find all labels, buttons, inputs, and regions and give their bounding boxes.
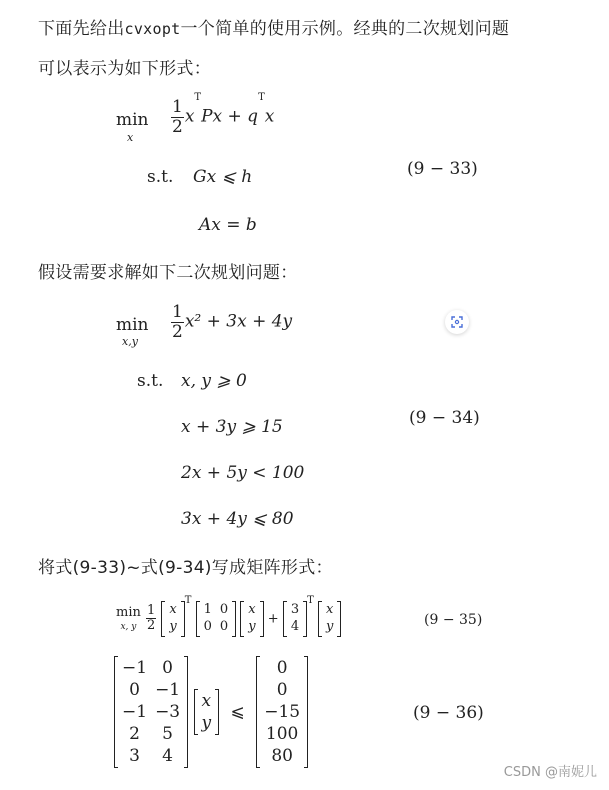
eq34-min-sub: x,y	[122, 335, 138, 348]
eq34-number: (9 − 34)	[409, 408, 480, 428]
eq36-vec-x	[194, 689, 220, 735]
eq35-vec-x-3	[318, 601, 341, 637]
vec-cell: y	[169, 618, 177, 634]
eq35-vec-q	[283, 601, 307, 637]
eq33-min: min	[116, 110, 149, 130]
vec-cell: −15	[264, 702, 301, 723]
eq33-constraint-2: Ax = b	[199, 215, 257, 235]
eq34-constraint-3: 2x + 5y < 100	[181, 463, 305, 483]
frac-num: 1	[147, 603, 156, 619]
intro-text-2: 一个简单的使用示例。经典的二次规划问题	[180, 19, 510, 39]
vec-cell: 0	[276, 658, 288, 678]
frac-num: 1	[172, 97, 183, 117]
eq34-constraint-2: x + 3y ⩾ 15	[181, 417, 283, 437]
matrix-cell: 1	[203, 602, 212, 617]
eq35-number: (9 − 35)	[424, 612, 483, 628]
frac-den: 2	[147, 618, 156, 634]
eq34-constraint-1: x, y ⩾ 0	[181, 371, 247, 391]
watermark: CSDN @南妮儿	[503, 765, 597, 780]
eq34-objective	[170, 303, 292, 341]
vec-cell: 80	[271, 746, 293, 767]
eq34-min: min	[116, 315, 149, 335]
vec-cell: x	[248, 602, 256, 617]
vec-cell: y	[325, 618, 334, 634]
matrix-cell: 0	[203, 618, 212, 634]
vec-cell: 3	[290, 602, 300, 617]
plus-sign: +	[267, 611, 279, 627]
eq35-matrix-P	[196, 601, 237, 637]
transpose: T	[194, 92, 202, 103]
paragraph-2: 假设需要求解如下二次规划问题：	[38, 263, 298, 283]
matrix-cell: 0	[219, 602, 229, 617]
eq33-constraint-1: Gx ⩽ h	[193, 167, 253, 187]
matrix-cell: −1	[122, 658, 148, 678]
eq36-matrix-G	[114, 656, 188, 768]
paragraph-3: 将式(9-33)~式(9-34)写成矩阵形式：	[38, 558, 333, 578]
frac-num: 1	[172, 302, 183, 322]
matrix-cell: 0	[219, 618, 229, 634]
vec-cell: x	[201, 691, 212, 712]
vec-cell: 100	[265, 724, 299, 745]
eq36-number: (9 − 36)	[413, 703, 484, 723]
obj-expr: x² + 3x + 4y	[184, 311, 293, 332]
vec-cell: 4	[290, 618, 300, 634]
eq33-st: s.t.	[147, 167, 174, 187]
eq35-expression	[116, 595, 341, 637]
eq33-objective	[170, 92, 275, 137]
matrix-cell: 2	[129, 724, 140, 745]
eq33-number: (9 − 33)	[407, 159, 478, 179]
scan-translate-button[interactable]	[445, 310, 469, 334]
eq36-expression	[114, 656, 308, 768]
eq35-vec-x	[161, 601, 184, 637]
intro-text: 下面先给出	[38, 19, 125, 39]
matrix-cell: 5	[162, 724, 173, 745]
eq34-st: s.t.	[137, 371, 164, 391]
matrix-cell: −1	[155, 680, 181, 701]
matrix-cell: 4	[162, 746, 173, 767]
transpose-2: T	[258, 92, 265, 103]
vec-cell: x	[325, 602, 334, 617]
intro-line-2: 可以表示为如下形式：	[38, 59, 211, 79]
obj-mid: Px + q	[201, 106, 259, 127]
vec-cell: y	[201, 713, 212, 734]
frac-den: 2	[172, 116, 183, 137]
var-x: x	[184, 106, 195, 127]
eq34-constraint-4: 3x + 4y ⩽ 80	[181, 509, 294, 529]
matrix-cell: −3	[155, 702, 181, 723]
frac-den: 2	[172, 321, 183, 342]
vec-cell: x	[169, 602, 177, 617]
matrix-cell: 0	[129, 680, 140, 701]
vec-cell: y	[248, 618, 256, 634]
eq35-vec-x-2	[240, 601, 263, 637]
eq35-min: min	[116, 604, 141, 620]
matrix-cell: 3	[129, 746, 140, 767]
var-x-2: x	[264, 106, 275, 127]
leq-sign: ⩽	[230, 701, 245, 722]
transpose: T	[184, 595, 192, 606]
matrix-cell: −1	[122, 702, 148, 723]
eq35-min-sub: x, y	[120, 621, 137, 632]
scan-icon	[451, 316, 463, 328]
matrix-cell: 0	[162, 658, 173, 678]
eq36-vec-h	[256, 656, 308, 768]
eq33-min-sub: x	[127, 131, 134, 144]
vec-cell: 0	[276, 680, 288, 701]
transpose-2: T	[307, 595, 314, 606]
inline-code: cvxopt	[124, 20, 181, 38]
intro-line-1	[38, 14, 509, 39]
